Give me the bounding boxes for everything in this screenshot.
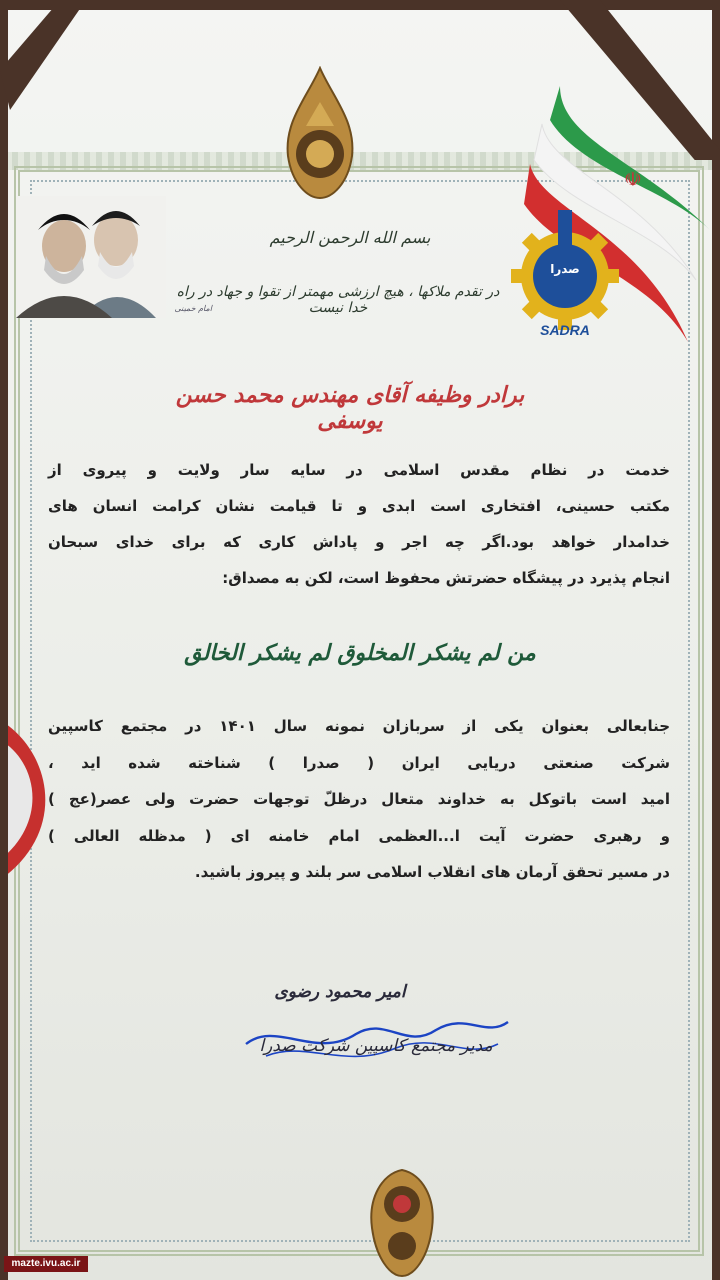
signer-title: مدیر مجتمع کاسپین شرکت صدرا: [259, 1036, 493, 1056]
sadra-logo-label: SADRA: [540, 322, 590, 338]
paragraph-line: خدمت در نظام مقدس اسلامی در سایه سار ولایت و پیروی از: [48, 461, 670, 479]
paragraph-line: جنابعالی بعنوان یکی از سربازان نمونه سال ۱۴۰۱ در مجتمع کاسپین: [48, 717, 671, 735]
motto-line: در تقدم ملاکها ، هیچ ارزشی مهمتر از تقوا و جهاد در راه خدا نیست: [176, 284, 500, 316]
red-ribbon-corner: [0, 700, 64, 890]
paragraph-line: امید است باتوکل به خداوند متعال درظلّ توجهات حضرت ولی عصر(عج ): [48, 790, 670, 808]
paragraph-line: شرکت صنعتی دریایی ایران ( صدرا ) شناخته شده اید ،: [48, 753, 670, 772]
svg-text:☫: ☫: [624, 167, 642, 191]
frame-corner-straps: [0, 0, 720, 160]
body-paragraph-1: [48, 452, 670, 596]
body-paragraph-2: [48, 708, 670, 891]
sadra-logo-inner-text: صدرا: [550, 262, 580, 276]
signer-name: امیر محمود رضوی: [274, 982, 406, 1002]
bottom-ornament-emblem: [366, 1168, 438, 1278]
frame-left-edge: [0, 0, 8, 1280]
frame-right-edge: [712, 0, 720, 1280]
paragraph-line: در مسیر تحقق آرمان های انقلاب اسلامی سر بلند و پیروز باشید.: [194, 863, 670, 881]
quote-line: من لم یشکر المخلوق لم یشکر الخالق: [184, 640, 536, 666]
leaders-portrait-image: [16, 196, 166, 318]
basmala-heading: بسم الله الرحمن الرحیم: [269, 228, 431, 247]
watermark-label: mazte.ivu.ac.ir: [4, 1256, 88, 1272]
paragraph-line: و رهبری حضرت آیت ا...العظمی امام خامنه ای ( مدظله العالی ): [48, 826, 670, 845]
motto-source: امام خمینی: [174, 304, 212, 313]
paragraph-line: خدامدار خواهد بود.اگر چه اجر و پاداش کاری که برای خدای سبحان: [48, 533, 670, 551]
recipient-name: برادر وظیفه آقای مهندس محمد حسن یوسفی: [175, 382, 525, 434]
paragraph-line: مکتب حسینی، افتخاری است ابدی و تا قیامت نشان کرامت انسان های: [48, 497, 670, 515]
paragraph-line: انجام پذیرد در پیشگاه حضرتش محفوظ است، لکن به مصداق:: [222, 569, 670, 587]
